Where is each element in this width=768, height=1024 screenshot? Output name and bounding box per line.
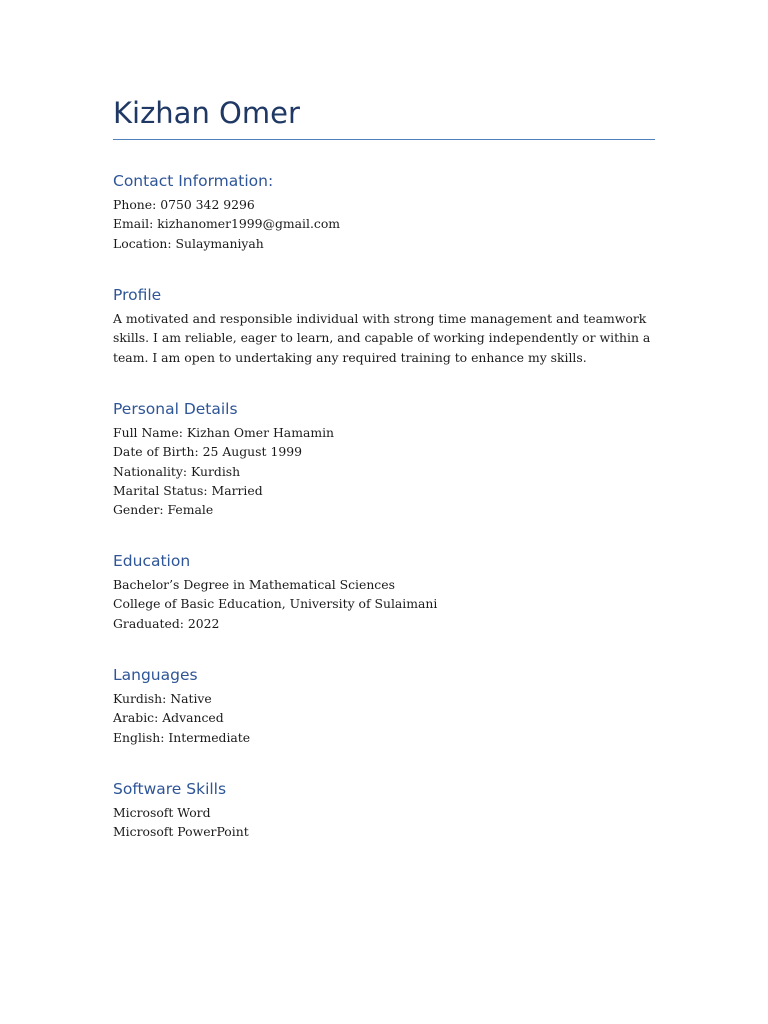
personal-marital-status: Marital Status: Married (113, 482, 263, 498)
software-powerpoint: Microsoft PowerPoint (113, 824, 249, 840)
title-divider (113, 139, 655, 140)
language-english: English: Intermediate (113, 729, 251, 745)
software-word: Microsoft Word (113, 805, 211, 820)
personal-nationality: Nationality: Kurdish (113, 463, 241, 479)
personal-gender: Gender: Female (113, 502, 214, 518)
profile-section (113, 285, 655, 367)
contact-location: Location: Sulaymaniyah (113, 235, 264, 251)
language-kurdish: Kurdish: Native (113, 691, 212, 706)
languages-heading: Languages (113, 666, 198, 684)
personal-details-heading: Personal Details (113, 400, 238, 418)
education-graduated: Graduated: 2022 (113, 615, 220, 631)
language-arabic: Arabic: Advanced (113, 710, 224, 726)
profile-text: A motivated and responsible individual with strong time management and teamwork skills. I am reliable, eager to learn, and capable of working independently or within a team. I am open to undertaking any required training to enhance my skills. (113, 311, 651, 365)
education-college: College of Basic Education, University of Sulaimani (113, 596, 438, 612)
software-skills-section (113, 779, 655, 842)
personal-full-name: Full Name: Kizhan Omer Hamamin (113, 425, 335, 440)
profile-heading: Profile (113, 286, 162, 304)
resume-name: Kizhan Omer (113, 96, 300, 130)
languages-section (113, 665, 655, 747)
education-section (113, 551, 655, 633)
software-skills-heading: Software Skills (113, 780, 227, 798)
contact-phone: Phone: 0750 342 9296 (113, 197, 255, 212)
education-degree: Bachelor’s Degree in Mathematical Sciences (113, 577, 395, 592)
personal-details-section (113, 399, 655, 519)
contact-heading: Contact Information: (113, 172, 274, 190)
contact-email: Email: kizhanomer1999@gmail.com (113, 216, 341, 232)
personal-date-of-birth: Date of Birth: 25 August 1999 (113, 444, 302, 460)
contact-section (113, 171, 655, 253)
education-heading: Education (113, 552, 191, 570)
